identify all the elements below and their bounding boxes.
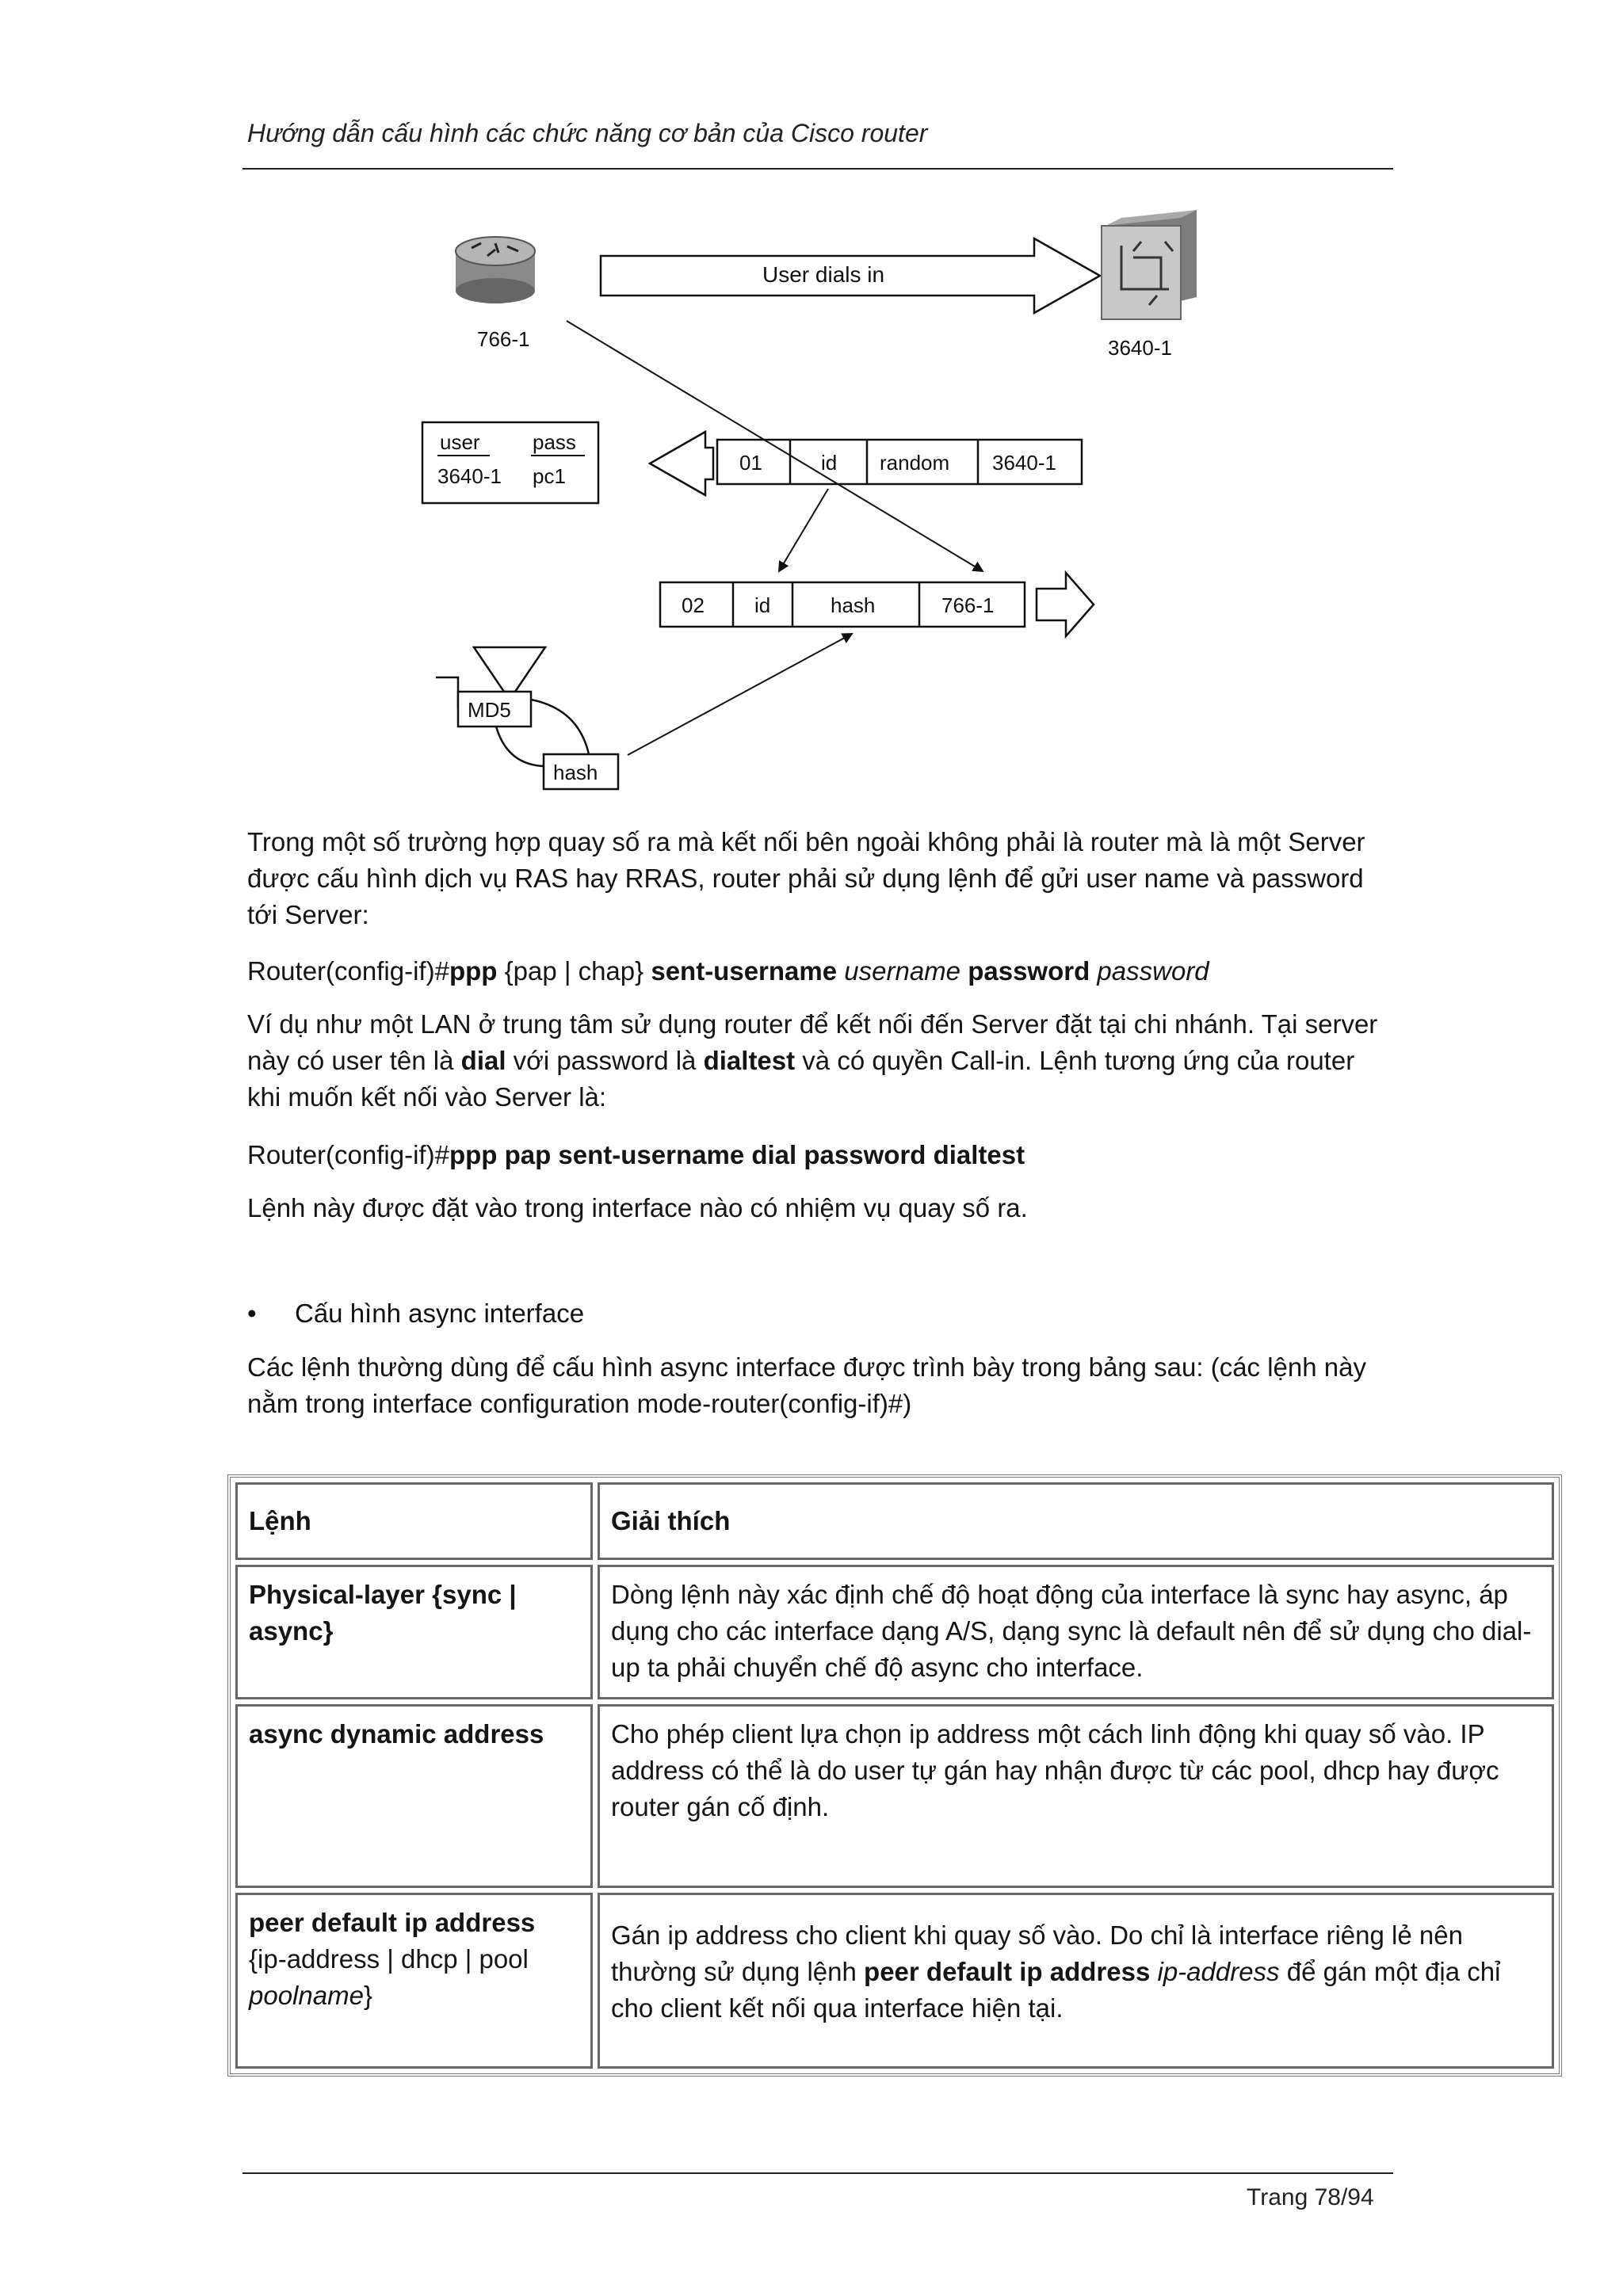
paragraph-interface-note: Lệnh này được đặt vào trong interface nào có nhiệm vụ quay số ra. bbox=[247, 1193, 1028, 1222]
db-header-pass: pass bbox=[533, 430, 576, 454]
table-header-description: Giải thích bbox=[598, 1482, 1554, 1560]
response-id: id bbox=[754, 593, 771, 617]
page-header-title: Hướng dẫn cấu hình các chức năng cơ bản của Cisco router bbox=[247, 119, 928, 147]
footer-divider bbox=[242, 2172, 1393, 2174]
hash-to-response-arrow bbox=[628, 634, 852, 755]
md5-label: MD5 bbox=[468, 698, 511, 722]
challenge-random: random bbox=[880, 451, 950, 475]
md5-funnel bbox=[474, 647, 545, 692]
db-value-user: 3640-1 bbox=[437, 464, 502, 488]
response-hash: hash bbox=[831, 593, 876, 617]
table-cell-description: Gán ip address cho client khi quay số vào. Do chỉ là interface riêng lẻ nên thường sử dụng lệnh peer default ip address ip-address để gán một địa chỉ cho client kết nối qua interface hiện tại. bbox=[598, 1893, 1554, 2069]
table-cell-command: Physical-layer {sync | async} bbox=[235, 1565, 593, 1699]
table-row bbox=[235, 1704, 1554, 1888]
table-cell-description: Cho phép client lựa chọn ip address một cách linh động khi quay số vào. IP address có thể là do user tự gán hay nhận được từ các pool, dhcp hay được router gán cố định. bbox=[598, 1704, 1554, 1888]
challenge-code: 01 bbox=[739, 451, 762, 475]
hash-label: hash bbox=[553, 761, 598, 784]
db-value-pass: pc1 bbox=[533, 464, 566, 488]
dial-in-label: User dials in bbox=[762, 262, 885, 287]
response-arrow bbox=[1037, 573, 1094, 636]
header-divider bbox=[242, 168, 1393, 170]
response-code: 02 bbox=[682, 593, 705, 617]
command-syntax-line: Router(config-if)#ppp {pap | chap} sent-username username password password bbox=[247, 956, 1209, 986]
table-row bbox=[235, 1893, 1554, 2069]
db-header-user: user bbox=[440, 430, 480, 454]
page-number: Trang 78/94 bbox=[1247, 2184, 1374, 2210]
challenge-arrow bbox=[650, 432, 713, 495]
response-name: 766-1 bbox=[941, 593, 995, 617]
router-label: 766-1 bbox=[477, 327, 530, 351]
paragraph-ras-server: Trong một số trường hợp quay số ra mà kết nối bên ngoài không phải là router mà là một Server được cấu hình dịch vụ RAS hay RRAS, router phải sử dụng lệnh để gửi user name và password tới Server: bbox=[247, 827, 1365, 929]
async-commands-table bbox=[227, 1474, 1562, 2077]
id-to-response-arrow bbox=[779, 489, 828, 571]
table-row bbox=[235, 1565, 1554, 1699]
server-label: 3640-1 bbox=[1108, 336, 1172, 360]
bullet-dot: • bbox=[247, 1299, 257, 1328]
table-header-row bbox=[235, 1482, 1554, 1560]
bullet-async-interface: • Cấu hình async interface bbox=[247, 1295, 584, 1332]
table-cell-command: peer default ip address {ip-address | dhcp | pool poolname} bbox=[235, 1893, 593, 2069]
challenge-name: 3640-1 bbox=[992, 451, 1056, 475]
chap-diagram bbox=[396, 202, 1228, 804]
intro-paragraph bbox=[247, 824, 1388, 933]
table-header-command: Lệnh bbox=[235, 1482, 593, 1560]
command-example-line: Router(config-if)#ppp pap sent-username dial password dialtest bbox=[247, 1140, 1025, 1169]
router-icon bbox=[456, 237, 535, 303]
paragraph-table-intro: Các lệnh thường dùng để cấu hình async interface được trình bày trong bảng sau: (các lệnh này nằm trong interface configuration mode-router(config-if)#) bbox=[247, 1352, 1366, 1418]
example-paragraph: Ví dụ như một LAN ở trung tâm sử dụng router để kết nối đến Server đặt tại chi nhánh. Tại server này có user tên là dial với password là dialtest và có quyền Call-in. Lệnh tương ứng của router khi muốn kết nối vào Server là: bbox=[247, 1009, 1378, 1112]
challenge-id: id bbox=[821, 451, 838, 475]
table-cell-command: async dynamic address bbox=[235, 1704, 593, 1888]
access-server-icon bbox=[1102, 210, 1197, 319]
table-cell-description: Dòng lệnh này xác định chế độ hoạt động của interface là sync hay async, áp dụng cho các interface dạng A/S, dạng sync là default nên để sử dụng cho dial-up ta phải chuyển chế độ async cho interface. bbox=[598, 1565, 1554, 1699]
